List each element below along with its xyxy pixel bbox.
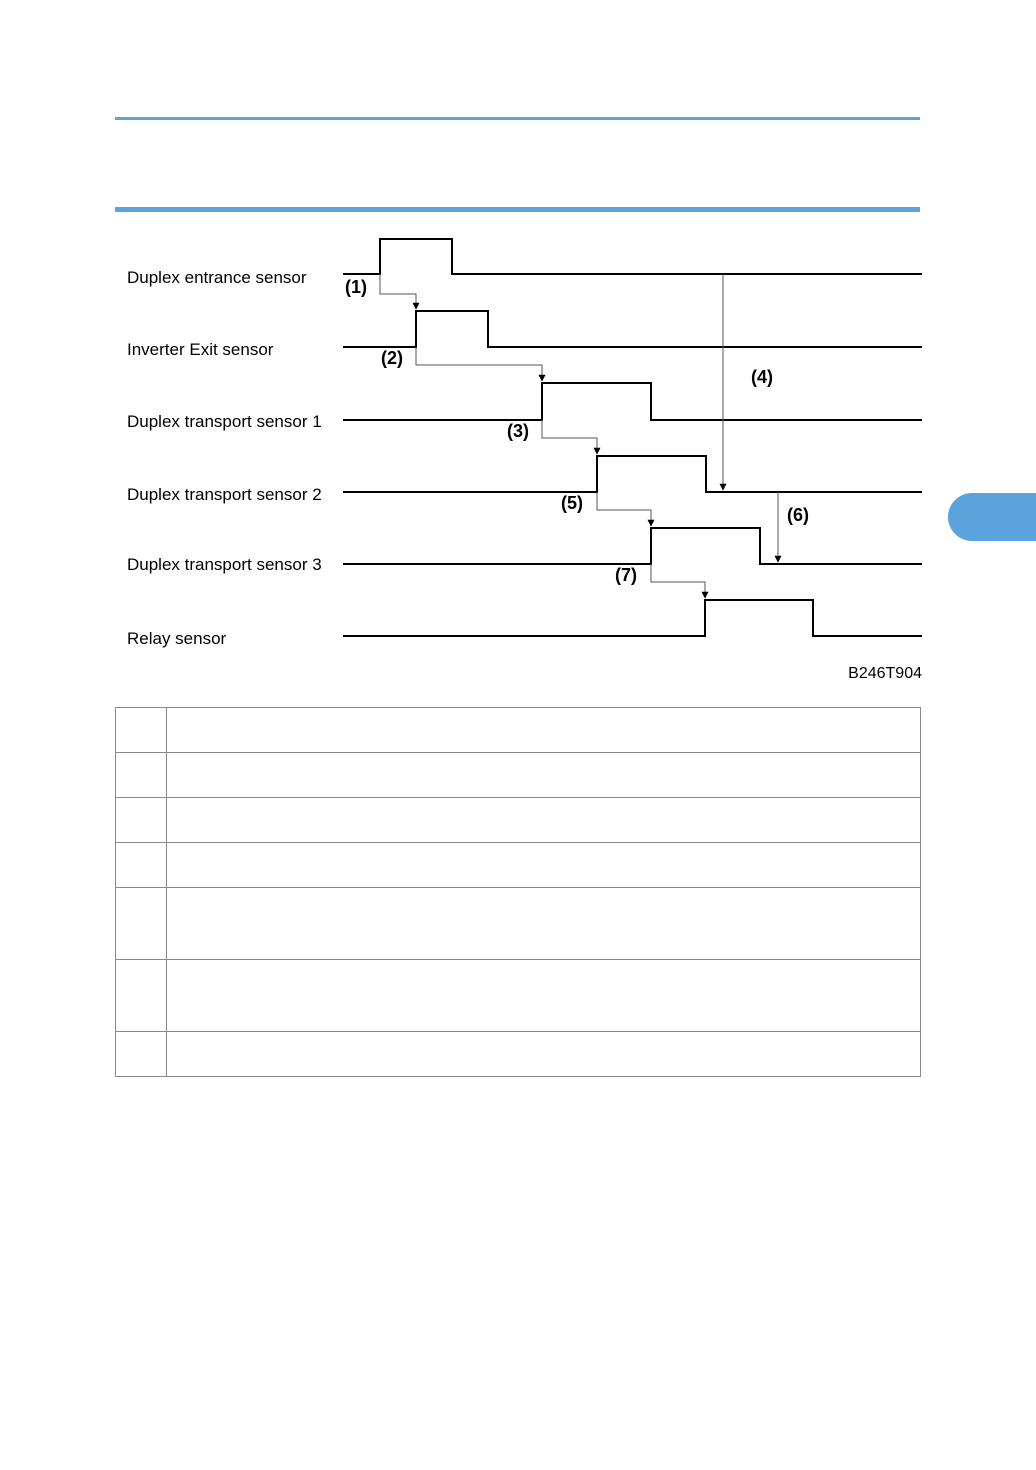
table-cell-number	[116, 888, 167, 960]
signal-label-duplex-transport-1: Duplex transport sensor 1	[127, 412, 322, 431]
event-label-3: (3)	[507, 421, 529, 441]
waveform-duplex-transport-2	[343, 456, 922, 492]
table-row	[116, 1032, 921, 1077]
table-cell-number	[116, 753, 167, 798]
event-label-5: (5)	[561, 493, 583, 513]
waveform-inverter-exit	[343, 311, 922, 347]
table-row	[116, 708, 921, 753]
waveform-relay	[343, 600, 922, 636]
table-cell-text	[167, 960, 921, 1032]
waveform-duplex-entrance	[343, 239, 922, 274]
signal-label-duplex-transport-3: Duplex transport sensor 3	[127, 555, 322, 574]
table-cell-number	[116, 960, 167, 1032]
table-cell-number	[116, 708, 167, 753]
timing-arrow-3	[542, 420, 597, 454]
table-cell-text	[167, 1032, 921, 1077]
waveform-duplex-transport-1	[343, 383, 922, 420]
table-cell-number	[116, 843, 167, 888]
timing-arrow-5	[597, 492, 651, 526]
event-label-2: (2)	[381, 348, 403, 368]
timing-diagram	[0, 0, 1036, 700]
table-cell-text	[167, 798, 921, 843]
table-row	[116, 798, 921, 843]
table-row	[116, 888, 921, 960]
event-label-1: (1)	[345, 277, 367, 297]
event-description-table	[115, 707, 921, 1077]
table-row	[116, 843, 921, 888]
timing-arrow-1	[380, 274, 416, 309]
signal-label-duplex-transport-2: Duplex transport sensor 2	[127, 485, 322, 504]
signal-label-relay: Relay sensor	[127, 629, 227, 648]
table-cell-text	[167, 753, 921, 798]
timing-arrow-2	[416, 347, 542, 381]
table-row	[116, 753, 921, 798]
figure-code: B246T904	[848, 665, 922, 682]
table-cell-text	[167, 843, 921, 888]
table-cell-text	[167, 888, 921, 960]
table-cell-text	[167, 708, 921, 753]
event-label-4: (4)	[751, 367, 773, 387]
event-label-7: (7)	[615, 565, 637, 585]
table-row	[116, 960, 921, 1032]
waveform-duplex-transport-3	[343, 528, 922, 564]
table-cell-number	[116, 1032, 167, 1077]
timing-arrow-7	[651, 564, 705, 598]
event-label-6: (6)	[787, 505, 809, 525]
table-cell-number	[116, 798, 167, 843]
signal-label-duplex-entrance: Duplex entrance sensor	[127, 268, 307, 287]
signal-label-inverter-exit: Inverter Exit sensor	[127, 340, 274, 359]
